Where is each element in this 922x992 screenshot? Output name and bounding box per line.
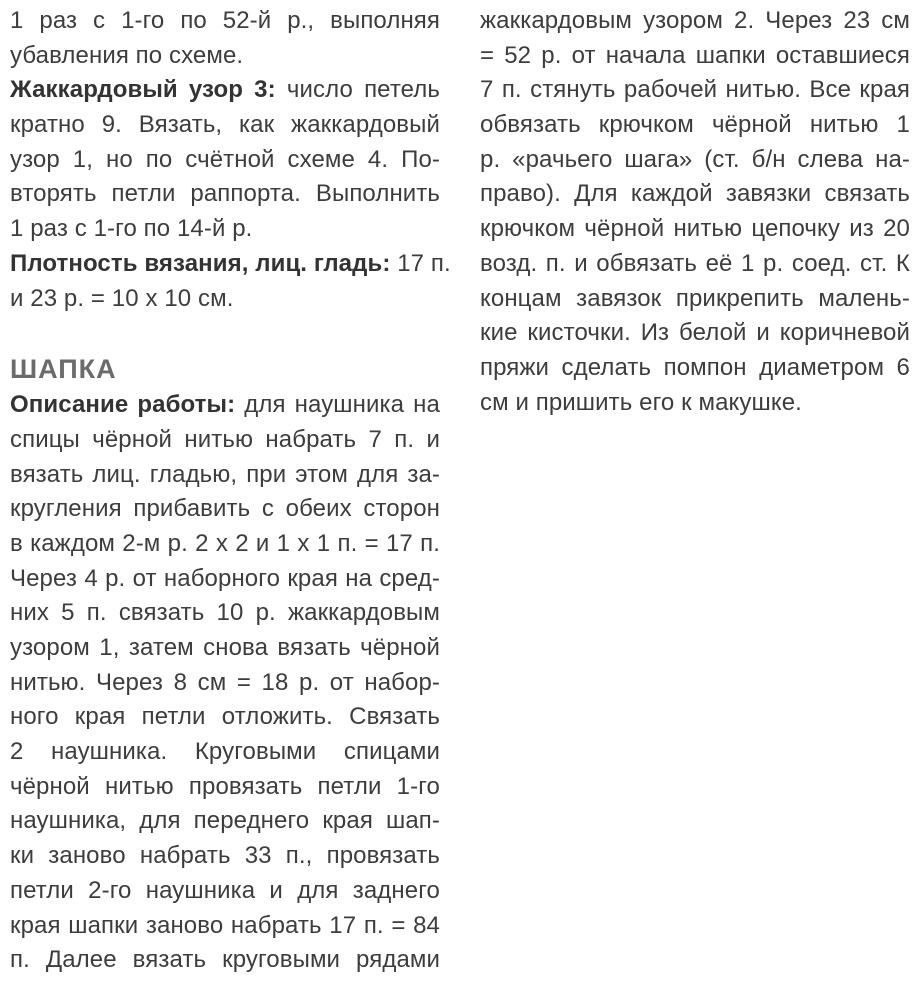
density-label: Плотность вязания, лиц. гладь: <box>10 249 391 277</box>
text-line: р. «рачьего шага» (ст. б/н слева на- <box>480 145 910 173</box>
section-heading: ШАПКА <box>10 354 117 385</box>
spacer <box>10 316 440 350</box>
text-line: вторять петли раппорта. Выполнить <box>10 180 440 208</box>
text-line: ного края петли отложить. Связать <box>10 703 440 731</box>
text-line: 2 наушника. Круговыми спицами <box>10 738 440 766</box>
text-line: крючком чёрной нитью цепочку из 20 <box>480 215 910 243</box>
text-line: кругления прибавить с обеих сторон <box>10 495 440 523</box>
text-line: вязать лиц. гладью, при этом для за- <box>10 460 440 488</box>
paragraph-work-description <box>10 388 440 423</box>
text-line: в каждом 2-м р. 2 х 2 и 1 х 1 п. = 17 п. <box>10 529 440 557</box>
text-line: концам завязок прикрепить малень- <box>480 284 910 312</box>
text-line: края шапки заново набрать 17 п. = 84 <box>10 911 440 939</box>
text-line: 1 раз с 1-го по 52-й р., выполняя <box>10 7 440 34</box>
text-fragment: число петель <box>275 76 440 104</box>
text-line: узор 1, но по счётной схеме 4. По- <box>10 145 440 173</box>
work-description-label: Описание работы: <box>10 391 236 419</box>
text-line: 1 раз с 1-го по 14-й р. <box>10 215 253 243</box>
text-line: Через 4 р. от наборного края на сред- <box>10 564 440 592</box>
text-fragment: для наушника на <box>235 391 440 419</box>
text-line: спицы чёрной нитью набрать 7 п. и <box>10 425 440 453</box>
text-line: них 5 п. связать 10 р. жаккардовым <box>10 599 440 627</box>
text-line: кратно 9. Вязать, как жаккардовый <box>10 111 440 139</box>
text-line: чёрной нитью провязать петли 1-го <box>10 772 440 800</box>
text-line: нитью. Через 8 см = 18 р. от набор- <box>10 668 440 696</box>
text-fragment: 17 п. <box>390 249 451 277</box>
text-line: убавления по схеме. <box>10 41 244 69</box>
text-line: наушника, для переднего края шап- <box>10 807 440 835</box>
paragraph-jacquard-3 <box>10 73 440 108</box>
text-line: пряжи сделать помпон диаметром 6 <box>480 353 910 381</box>
text-line: см и пришить его к макушке. <box>480 388 802 416</box>
right-column <box>480 4 910 420</box>
text-line: п. Далее вязать круговыми рядами <box>10 946 440 974</box>
text-line: кие кисточки. Из белой и коричневой <box>480 319 910 347</box>
text-line: обвязать крючком чёрной нитью 1 <box>480 111 910 139</box>
text-line: право). Для каждой завязки связать <box>480 180 910 208</box>
text-line: 7 п. стянуть рабочей нитью. Все края <box>480 76 910 104</box>
text-line: возд. п. и обвязать её 1 р. соед. ст. К <box>480 249 910 277</box>
text-line: петли 2-го наушника и для заднего <box>10 876 440 904</box>
paragraph-density <box>10 247 451 282</box>
text-line: = 52 р. от начала шапки оставшиеся <box>480 41 910 69</box>
text-line: и 23 р. = 10 х 10 см. <box>10 284 234 312</box>
text-line: узором 1, затем снова вязать чёрной <box>10 634 440 661</box>
text-line: ки заново набрать 33 п., провязать <box>10 842 440 870</box>
left-column <box>10 4 451 978</box>
text-line: жаккардовым узором 2. Через 23 см <box>480 7 910 34</box>
jacquard-3-label: Жаккардовый узор 3: <box>10 76 276 104</box>
